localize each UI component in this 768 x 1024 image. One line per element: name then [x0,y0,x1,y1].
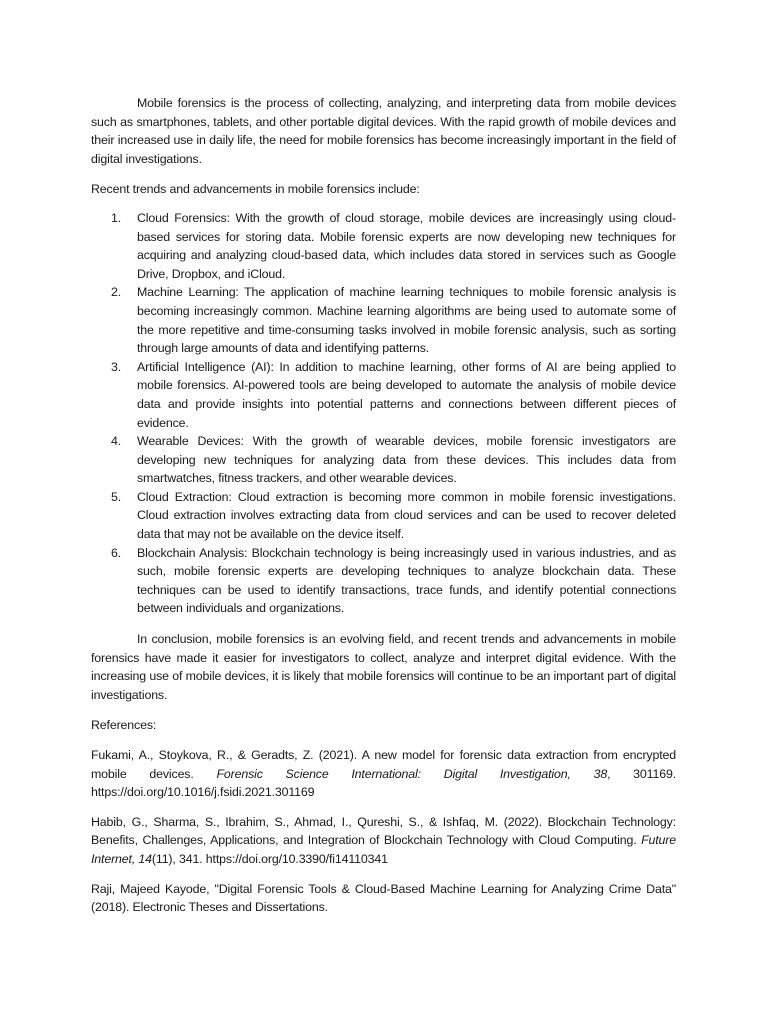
references-heading: References: [91,718,157,733]
list-item-text: Wearable Devices: With the growth of wearable devices, mobile forensic investigators are developing new techniques for analyzing data from these devices. This includes data from smartwatches, fitness trackers, and other wearable devices. [137,434,676,486]
list-item-text: Machine Learning: The application of machine learning techniques to mobile forensic analysis is becoming increasingly common. Machine learning algorithms are being used to automate some of the more repetitive and time-consuming tasks involved in mobile forensic analysis, such as sorting through large amounts of data and identifying patterns. [137,285,676,356]
reference-journal: Future Internet, 14 [91,833,676,866]
reference-text: Raji, Majeed Kayode, "Digital Forensic Tools & Cloud-Based Machine Learning for Analyzing Crime Data" (2018). Electronic Theses and Dissertations. [91,881,676,915]
list-item-number: 1. [111,210,122,225]
list-item-number: 5. [111,489,122,504]
list-item [91,358,676,432]
intro-paragraph: Mobile forensics is the process of collecting, analyzing, and interpreting data from mobile devices such as smartphones, tablets, and other portable digital devices. With the rapid growth of mobile devices and their increased use in daily life, the need for mobile forensics has become increasingly important in the field of digital investigations. [91,96,676,166]
reference-journal: Forensic Science International: Digital Investigation, 38 [216,766,608,781]
reference-text: Fukami, A., Stoykova, R., & Geradts, Z. (2021). A new model for forensic data extraction from encrypted mobile devices. [91,748,676,781]
reference-entry [91,813,676,869]
list-item-text: Cloud Extraction: Cloud extraction is becoming more common in mobile forensic investigations. Cloud extraction involves extracting data from cloud services and can be used to recover deleted data that may not be available on the device itself. [137,489,676,542]
list-item [91,488,676,544]
list-item-text: Blockchain Analysis: Blockchain technology is being increasingly used in various industries, and as such, mobile forensic experts are developing techniques to analyze blockchain data. These techniques can be used to identify transactions, trace funds, and identify potential connections between individuals and organizations. [137,545,676,616]
list-item-number: 2. [111,285,122,300]
reference-doi: (11), 341. https://doi.org/10.3390/fi14110341 [151,851,388,866]
list-item [91,432,676,488]
list-item-text: Cloud Forensics: With the growth of cloud storage, mobile devices are increasingly using cloud-based services for storing data. Mobile forensic experts are now developing new techniques for acquiring and analyzing cloud-based data, which includes data stored in services such as Google Drive, Dropbox, and iCloud. [137,210,676,281]
trends-list [91,209,676,618]
reference-doi: , 301169. https://doi.org/10.1016/j.fsidi.2021.301169 [91,766,676,800]
list-item-number: 3. [111,359,122,374]
list-item [91,544,676,618]
reference-entry [91,880,676,917]
reference-entry [91,746,676,802]
trends-heading: Recent trends and advancements in mobile forensics include: [91,182,420,197]
list-item-text: Artificial Intelligence (AI): In addition to machine learning, other forms of AI are being applied to mobile forensics. AI-powered tools are being developed to automate the analysis of mobile device data and provide insights into potential patterns and connections between different pieces of evidence. [137,359,676,430]
list-item-number: 6. [111,545,122,560]
reference-text: Habib, G., Sharma, S., Ibrahim, S., Ahmad, I., Qureshi, S., & Ishfaq, M. (2022). Blockchain Technology: Benefits, Challenges, Applications, and Integration of Blockchain Technology with Cloud Computing. [91,814,676,848]
list-item [91,283,676,357]
list-item [91,209,676,283]
conclusion-paragraph: In conclusion, mobile forensics is an evolving field, and recent trends and advancements in mobile forensics have made it easier for investigators to collect, analyze and interpret digital evidence. With the increasing use of mobile devices, it is likely that mobile forensics will continue to be an important part of digital investigations. [91,632,676,702]
list-item-number: 4. [111,434,122,449]
